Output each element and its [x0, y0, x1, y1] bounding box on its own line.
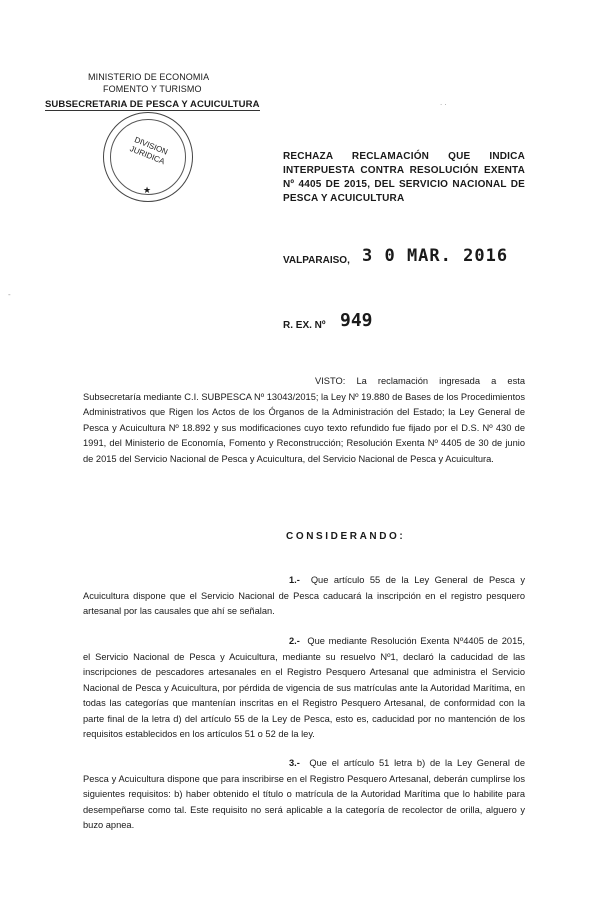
considerando-1: [83, 573, 525, 620]
considerando-text: Que artículo 55 de la Ley General de Pesca y Acuicultura dispone que el Servicio Nacional de Pesca caducará la inscripción en el registro pesquero artesanal por las causales que ahí se señalan.: [83, 575, 525, 616]
resolution-label: R. EX. Nº: [283, 320, 326, 331]
scan-mark: . .: [440, 98, 447, 107]
header-ministry: MINISTERIO DE ECONOMIA: [88, 72, 210, 82]
considerando-text: Que el artículo 51 letra b) de la Ley General de Pesca y Acuicultura dispone que para inscribirse en el Registro Pesquero Artesanal, deberán cumplirse los siguientes requisitos: b) haber obtenido el título o matrícula de la Autoridad Marítima que lo habilite para desempeñarse como tal. Este requisito no será aplicable a la categoría de recolector de orilla, alguero y buzo apnea.: [83, 758, 525, 830]
resolution-title: RECHAZA RECLAMACIÓN QUE INDICA INTERPUESTA CONTRA RESOLUCIÓN EXENTA Nº 4405 DE 2015, DEL SERVICIO NACIONAL DE PESCA Y ACUICULTURA: [283, 151, 525, 204]
considerando-heading: CONSIDERANDO:: [286, 531, 406, 542]
stamp-text: DIVISION JURIDICA: [128, 135, 170, 167]
date-handwritten: 3 0 MAR. 2016: [362, 246, 509, 266]
considerando-2: [83, 634, 525, 743]
visto-paragraph: VISTO: La reclamación ingresada a esta Subsecretaría mediante C.I. SUBPESCA Nº 13043/2015; la Ley Nº 19.880 de Bases de los Procedimientos Administrativos que Rigen los Actos de los Órganos de la Administración del Estado; la Ley General de Pesca y Acuicultura Nº 18.892 y sus modificaciones cuyo texto refundido fue fijado por el D.S. Nº 430 de 1991, del Ministerio de Economía, Fomento y Reconstrucción; Resolución Exenta Nº 4405 de 30 de junio de 2015 del Servicio Nacional de Pesca y Acuicultura, del Servicio Nacional de Pesca y Acuicultura.: [83, 376, 525, 464]
considerando-text: Que mediante Resolución Exenta Nº4405 de 2015, el Servicio Nacional de Pesca y Acuicultura, mediante su resuelvo Nº1, declaró la caducidad de las inscripciones de pescadores artesanales en el Registro Pesquero Artesanal que administra el Servicio Nacional de Pesca y Acuicultura, por pérdida de vigencia de sus matrículas ante la Autoridad Marítima, en todas las categorías que mantenían inscritas en el Registro Pesquero Artesanal, de conformidad con la parte final de la letra d) del artículo 55 de la Ley de Pesca, esto es, caducidad por no mantención de los requisitos establecidos en los artículos 51 o 52 de la ley.: [83, 636, 525, 739]
header-subsecretaria: SUBSECRETARIA DE PESCA Y ACUICULTURA: [45, 99, 260, 110]
resolution-number: 949: [340, 310, 373, 331]
considerando-3: [83, 756, 525, 834]
considerando-number: 1.-: [289, 575, 300, 585]
star-icon: ★: [143, 185, 152, 195]
date-label: VALPARAISO,: [283, 255, 350, 266]
header-fomento: FOMENTO Y TURISMO: [103, 84, 202, 94]
considerando-number: 3.-: [289, 758, 300, 768]
division-juridica-stamp: [103, 112, 193, 202]
scan-mark-left: -: [8, 290, 11, 299]
considerando-number: 2.-: [289, 636, 300, 646]
